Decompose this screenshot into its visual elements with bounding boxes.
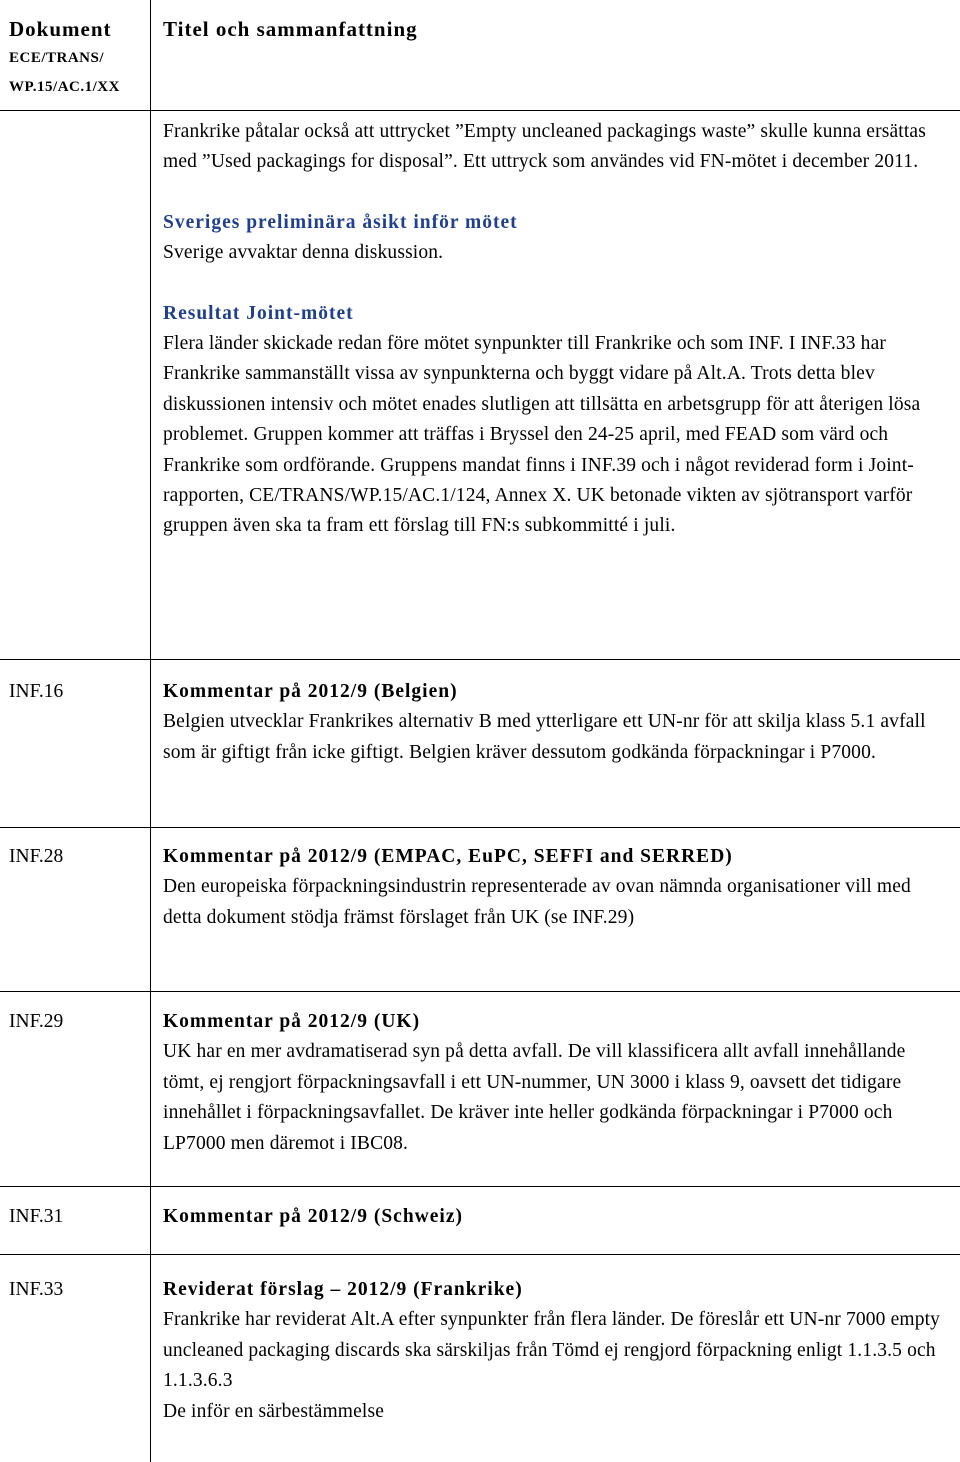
result-heading: Resultat Joint-mötet <box>163 302 354 324</box>
document-code-line1: ECE/TRANS/ <box>9 50 105 66</box>
document-ref: INF.28 <box>9 846 64 867</box>
row-content <box>163 1202 948 1232</box>
row-divider <box>0 1186 960 1187</box>
document-ref: INF.29 <box>9 1011 64 1032</box>
row-divider <box>0 1254 960 1255</box>
row-heading: Kommentar på 2012/9 (EMPAC, EuPC, SEFFI and SERRED) <box>163 846 733 867</box>
sweden-heading: Sveriges preliminära åsikt inför mötet <box>163 211 518 233</box>
title-column-header: Titel och sammanfattning <box>163 17 418 41</box>
row-divider <box>0 659 960 660</box>
row-text: Den europeiska förpackningsindustrin representerade av ovan nämnda organisationer vill med detta dokument stödja främst förslaget från UK (se INF.29) <box>163 876 911 928</box>
row-heading: Kommentar på 2012/9 (Schweiz) <box>163 1206 463 1227</box>
row-text-extra: De inför en särbestämmelse <box>163 1400 385 1422</box>
row-divider <box>0 827 960 828</box>
row-heading: Kommentar på 2012/9 (UK) <box>163 1011 421 1032</box>
intro-block <box>163 117 948 542</box>
column-divider <box>150 0 151 1462</box>
row-text: Frankrike har reviderat Alt.A efter synpunkter från flera länder. De föreslår ett UN-nr 7000 empty uncleaned packaging discards ska särskiljas från Tömd ej rengjord förpackning enligt 1.1.3.5 och 1.1.3.6.3 <box>163 1309 941 1392</box>
document-code-line2: WP.15/AC.1/XX <box>9 79 120 95</box>
row-heading: Kommentar på 2012/9 (Belgien) <box>163 681 458 702</box>
row-content <box>163 1007 948 1159</box>
row-content <box>163 1275 948 1427</box>
document-ref: INF.31 <box>9 1206 64 1227</box>
row-heading: Reviderat förslag – 2012/9 (Frankrike) <box>163 1279 523 1300</box>
row-divider-header <box>0 110 960 111</box>
row-text: UK har en mer avdramatiserad syn på detta avfall. De vill klassificera allt avfall innehållande tömt, ej rengjort förpackningsavfall i ett UN-nummer, UN 3000 i klass 9, oavsett det tidigare innehållet i förpackningsavfallet. De kräver inte heller godkända förpackningar i P7000 och LP7000 men däremot i IBC08. <box>163 1041 906 1154</box>
row-content <box>163 842 948 933</box>
row-content <box>163 677 948 768</box>
document-column-header <box>9 14 149 102</box>
document-ref: INF.33 <box>9 1279 64 1300</box>
sweden-text: Sverige avvaktar denna diskussion. <box>163 242 444 264</box>
row-divider <box>0 991 960 992</box>
intro-paragraph: Frankrike påtalar också att uttrycket ”Empty uncleaned packagings waste” skulle kunna ersättas med ”Used packagings for disposal”. Ett uttryck som användes vid FN-mötet i december 2011. <box>163 121 926 173</box>
row-text: Belgien utvecklar Frankrikes alternativ B med ytterligare ett UN-nr för att skilja klass 5.1 avfall som är giftigt från icke giftigt. Belgien kräver dessutom godkända förpackningar i P7000. <box>163 711 926 763</box>
document-label: Dokument <box>9 17 112 41</box>
document-ref: INF.16 <box>9 681 64 702</box>
result-text: Flera länder skickade redan före mötet synpunkter till Frankrike och som INF. I INF.33 har Frankrike sammanställt vissa av synpunkterna och byggt vidare på Alt.A. Trots detta blev diskussionen intensiv och mötet enades slutligen att tillsätta en arbetsgrupp för att återigen lösa problemet. Gruppen kommer att träffas i Bryssel den 24-25 april, med FEAD som värd och Frankrike som ordförande. Gruppens mandat finns i INF.39 och i något reviderad form i Joint-rapporten, CE/TRANS/WP.15/AC.1/124, Annex X. UK betonade vikten av sjötransport varför gruppen även ska ta fram ett förslag till FN:s subkommitté i juli. <box>163 333 921 537</box>
